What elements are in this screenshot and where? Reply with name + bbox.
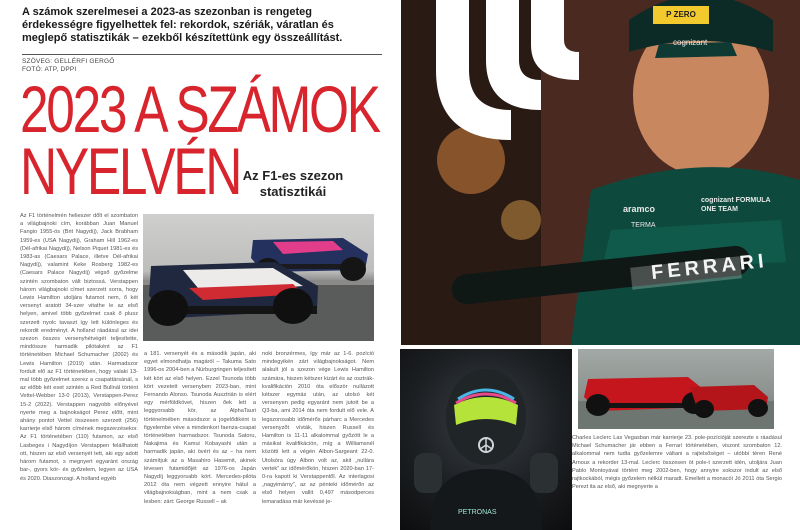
sponsor-text-2: TERMA (631, 222, 656, 229)
bottle-label: FERRARI (650, 249, 769, 285)
page-subtitle: Az F1-es szezon statisztikái (242, 168, 344, 199)
ferrari-car-photo (578, 349, 774, 429)
body-column-2: a 181. versenyét és a második japán, aki egyet elmondhatja magáról – Takuma Sato 1996-os 2004-ben a Nürburgringen teljesített két kört az első helyen. Ezzel Tsunoda több kört vezetett versenyben 2023-ban, mint Fernando Alonso. Tsunoda Ausztrián is elért egy mérföldkövet, hiszen őek lett a leggyorsabb kör, az AlphaTauri történelmében másodszor a jogelődiként is figyelembe véve a mindenkori faenza-csapat történetében harmadszor. Tsunoda Satoru, Nakajima és Kamui Kobayashi után a harmadik japán, aki övért és az – ha nem számítjuk az a Masahiro Hasemit, akinek lévesen futamidőjét az 1976-os Japán Nagydíj leggyorsabb kört. Mercedes-pilóta 2012 óta nem végzett ennyire hátul a világbajnokságban, mint a nem csak a lesben: zárt: George Russell – ak (144, 351, 256, 505)
sponsor-text: aramco (623, 204, 656, 214)
cap-brand: cognizant (673, 38, 708, 47)
body-column-3: noki bronzérmes, így már az 1-6. pozíció mindegyikén zárt világbajnokságot. Nem alakult jól a szezon vége Lewis Hamilton számára, hiszen kétszer kizárt és az osztrák-kvalifikáción 2010 óta először nullázott kétszer egymás után, az utolsó két versenyen pedig egyaránt nem jutott be a Q3-ba, ami 2014 óta nem fordult elő vele. A legszorosabb időmérős párharc a Mercedes versenyzőt vívták, hiszen Russell és Hamilton is 11-11 alkalommal győzött le a másikat kvalifikáción, míg a Williamsnél közötti lett a végén Albon-Sargeant 22-0. Utolsóra úgy Albon volt az, akit „nullára vertek” az időmérőkön, hiszen 2020-ban 17-0-ra kapott ki Verstappentől. Az interlagosi „nagyimárny”, az az pénteki időmérőn az első helyen vallit 0,497 másodperces lemaradása már kevéssé je- (262, 351, 374, 505)
intro-rule (22, 54, 382, 55)
car-photo (143, 214, 374, 341)
credits-text: SZÖVEG: GELLÉRFI GERGŐ (22, 58, 115, 65)
driver-celebration-photo (401, 0, 800, 345)
body-column-1: Az F1 történelmén helieszer dőlt el szombaton a világbajnoki cím, korábban Juan Manuel Fangio 1955-ös (Brit Nagydíj), Jack Brabham 1959-es (USA Nagydíj), Graham Hill 1962-es (Dél-afrikai Nagydíj), Nelson Piquet 1981-es és 1983-as (Caesars Palace, illetve Dél-afrikai Nagydíj), valamint Keke Rosberg 1982-es (Caesars Palace Nagydíj) végső győzelme szintén szombaton vált biztossá. Verstappen három világbajnoki címet szerzett sorra, hogy Lewis Hamilton utoljára futamot nem, ő két versenyt aratott 34-szer vitathe le az első helyen, amivel több győzelmet csak ő plusz szerzett nyolc tavaszt így lett különleges és rekordit eredményt. A holland ráadásul az idei szezon összes versenyhétvégét teljesítette, mindössze harmadik pilótaként az F1 történetében Michael Schumacher (2002) és Lewis Hamilton (2019) után. Harmadszor fordult elő az F1 történetében, hogy valaki 13-mal több győzelmet szerez a csapattársánál, s az előbb két eset szintén a Red Bullnál történt Vettel-Webber 13-0 (2013), Verstappen-Perez 15-2 (2022). Verstappen nagyobb előnyével nyerte meg a bajnokságot Perez előtt, mint ahány pontot Vettel összesen szerzett (256) karrierje első három címének megszerzésekor. Az F1 történetében (110) futamon, az első Lasbeges i Nagydíjon Verstappen felállhatott ott, hiszen az első versenyét tett, aki egy adott három futamot, s megnyert egyaránt ország bar-, gyors kör- és győzelem, legyen az USA és 2020. Diaszonzagi. A holland egyéb (20, 213, 138, 482)
page-title-line1: 2023 A SZÁMOK (20, 72, 379, 146)
chest-text: cognizant FORMULA ONE TEAM (701, 197, 771, 213)
helmet-photo (400, 349, 572, 530)
page-title-line2: NYELVÉN (20, 134, 241, 208)
petronas-text: PETRONAS (458, 509, 497, 516)
p-zero-badge: P ZERO (666, 10, 696, 19)
credits-photo: FOTÓ: ATP, DPPI (22, 66, 77, 73)
intro-text: A számok szerelmesei a 2023-as szezonban is rengeteg érdekességre figyelhettek fel: rekordok, szériák, váratlan és meglepő statisztikák – ezekből készítettünk egy összeállítást. (22, 6, 343, 44)
body-column-4: Charles Leclerc Las Vegasban már karrierje 23. pole-pozícióját szerezte s ráadásul Michael Schumacher jár ebben a Ferrari történetében, viszont szombaton 12. alkalommal nem tudta győzelemre váltani a rajtelsőséget – utóbbi téren René Arnoux a rekorder 13-mal. Leclerc összesen öt pole-t szerzett idén, utoljára Juan Pablo Montoyával történt meg 2002-ben, hogy annyire sokszor indult az első rajtkockából, mégis győzelem nélkül maradt. Emellett a monacói Jó 2011 óta Sergio Perezt ita az első, aki megnyerte a (572, 435, 782, 491)
